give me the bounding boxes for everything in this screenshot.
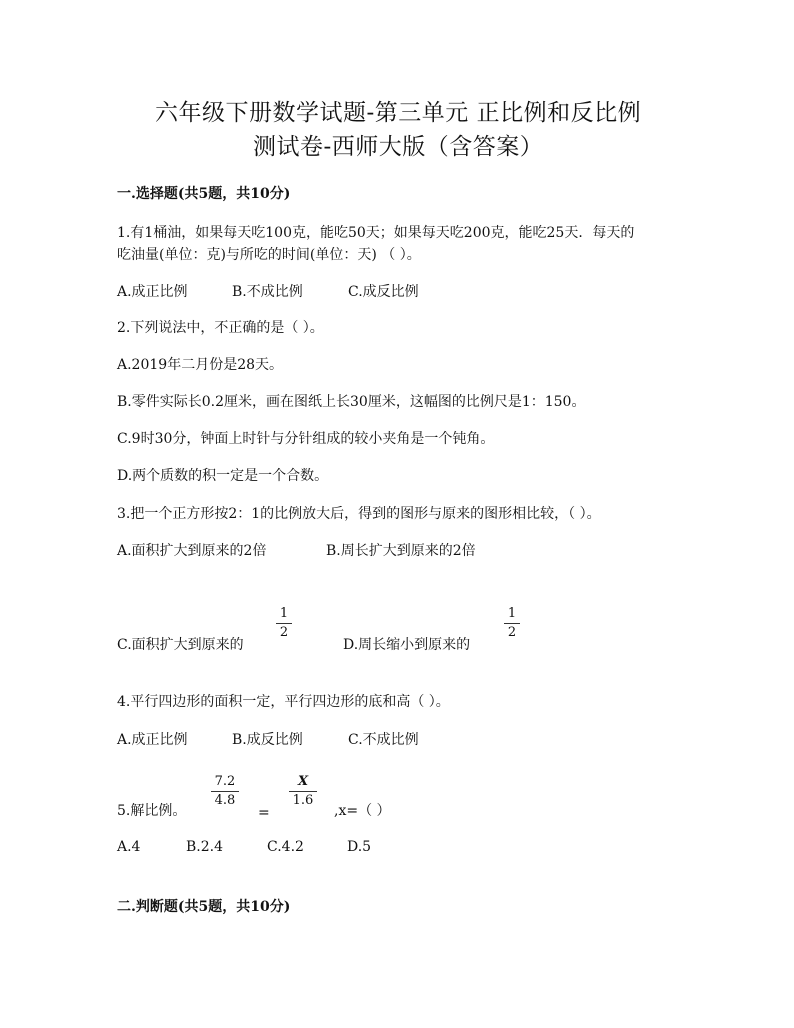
q3-option-b[interactable]: B.周长扩大到原来的2倍 — [326, 543, 476, 559]
q5-fraction-left — [211, 774, 239, 809]
q2-option-a[interactable]: A.2019年二月份是28天。 — [117, 357, 284, 373]
q4-option-c[interactable]: C.不成比例 — [348, 732, 419, 748]
q3-option-d[interactable]: D.周长缩小到原来的 — [343, 637, 471, 653]
fraction-denominator: 2 — [279, 625, 289, 640]
q3-option-a[interactable]: A.面积扩大到原来的2倍 — [117, 543, 267, 559]
q4-stem: 4.平行四边形的面积一定，平行四边形的底和高（ ）。 — [117, 694, 450, 710]
q5-option-a[interactable]: A.4 — [117, 839, 141, 855]
q2-option-c[interactable]: C.9时30分，钟面上时针与分针组成的较小夹角是一个钝角。 — [117, 431, 495, 447]
q2-option-b[interactable]: B.零件实际长0.2厘米，画在图纸上长30厘米，这幅图的比例尺是1：150。 — [117, 394, 586, 410]
page-title-line1: 六年级下册数学试题-第三单元 正比例和反比例 — [155, 100, 642, 126]
q3-stem: 3.把一个正方形按2：1的比例放大后，得到的图形与原来的图形相比较，（ ）。 — [117, 506, 601, 522]
q3-option-d-fraction — [504, 606, 520, 641]
fraction-bar — [289, 791, 317, 792]
fraction-bar — [504, 623, 520, 624]
fraction-bar — [276, 623, 292, 624]
section-heading-judgement: 二.判断题(共5题，共10分) — [117, 899, 291, 915]
q5-fraction-right — [289, 774, 317, 809]
q1-option-a[interactable]: A.成正比例 — [117, 284, 188, 300]
section-heading-choice: 一.选择题(共5题，共10分) — [117, 186, 291, 202]
q1-option-c[interactable]: C.成反比例 — [348, 284, 419, 300]
fraction-numerator: 7.2 — [214, 774, 236, 789]
fraction-numerator: 1 — [507, 606, 517, 621]
q1-stem-line2: 吃油量(单位：克)与所吃的时间(单位：天) （ ）。 — [117, 247, 421, 263]
q2-stem: 2.下列说法中，不正确的是（ ）。 — [117, 320, 324, 336]
q5-equals-sign: = — [258, 805, 270, 821]
q2-option-d[interactable]: D.两个质数的积一定是一个合数。 — [117, 468, 329, 484]
q5-option-b[interactable]: B.2.4 — [186, 839, 224, 855]
fraction-numerator: 1 — [279, 606, 289, 621]
fraction-denominator: 4.8 — [214, 793, 236, 808]
q1-option-b[interactable]: B.不成比例 — [232, 284, 303, 300]
fraction-numerator: X — [297, 774, 309, 789]
q3-option-c-fraction — [276, 606, 292, 641]
q5-suffix: ,x=（ ） — [334, 803, 391, 819]
q4-option-b[interactable]: B.成反比例 — [232, 732, 303, 748]
q5-option-d[interactable]: D.5 — [347, 839, 372, 855]
q4-option-a[interactable]: A.成正比例 — [117, 732, 188, 748]
q3-option-c[interactable]: C.面积扩大到原来的 — [117, 637, 244, 653]
fraction-denominator: 1.6 — [292, 793, 314, 808]
q5-prefix: 5.解比例。 — [117, 803, 187, 819]
q1-stem-line1: 1.有1桶油，如果每天吃100克，能吃50天；如果每天吃200克，能吃25天．每天的 — [117, 225, 635, 241]
fraction-denominator: 2 — [507, 625, 517, 640]
page-title-line2: 测试卷-西师大版（含答案） — [253, 134, 544, 160]
fraction-bar — [211, 791, 239, 792]
q5-option-c[interactable]: C.4.2 — [267, 839, 304, 855]
